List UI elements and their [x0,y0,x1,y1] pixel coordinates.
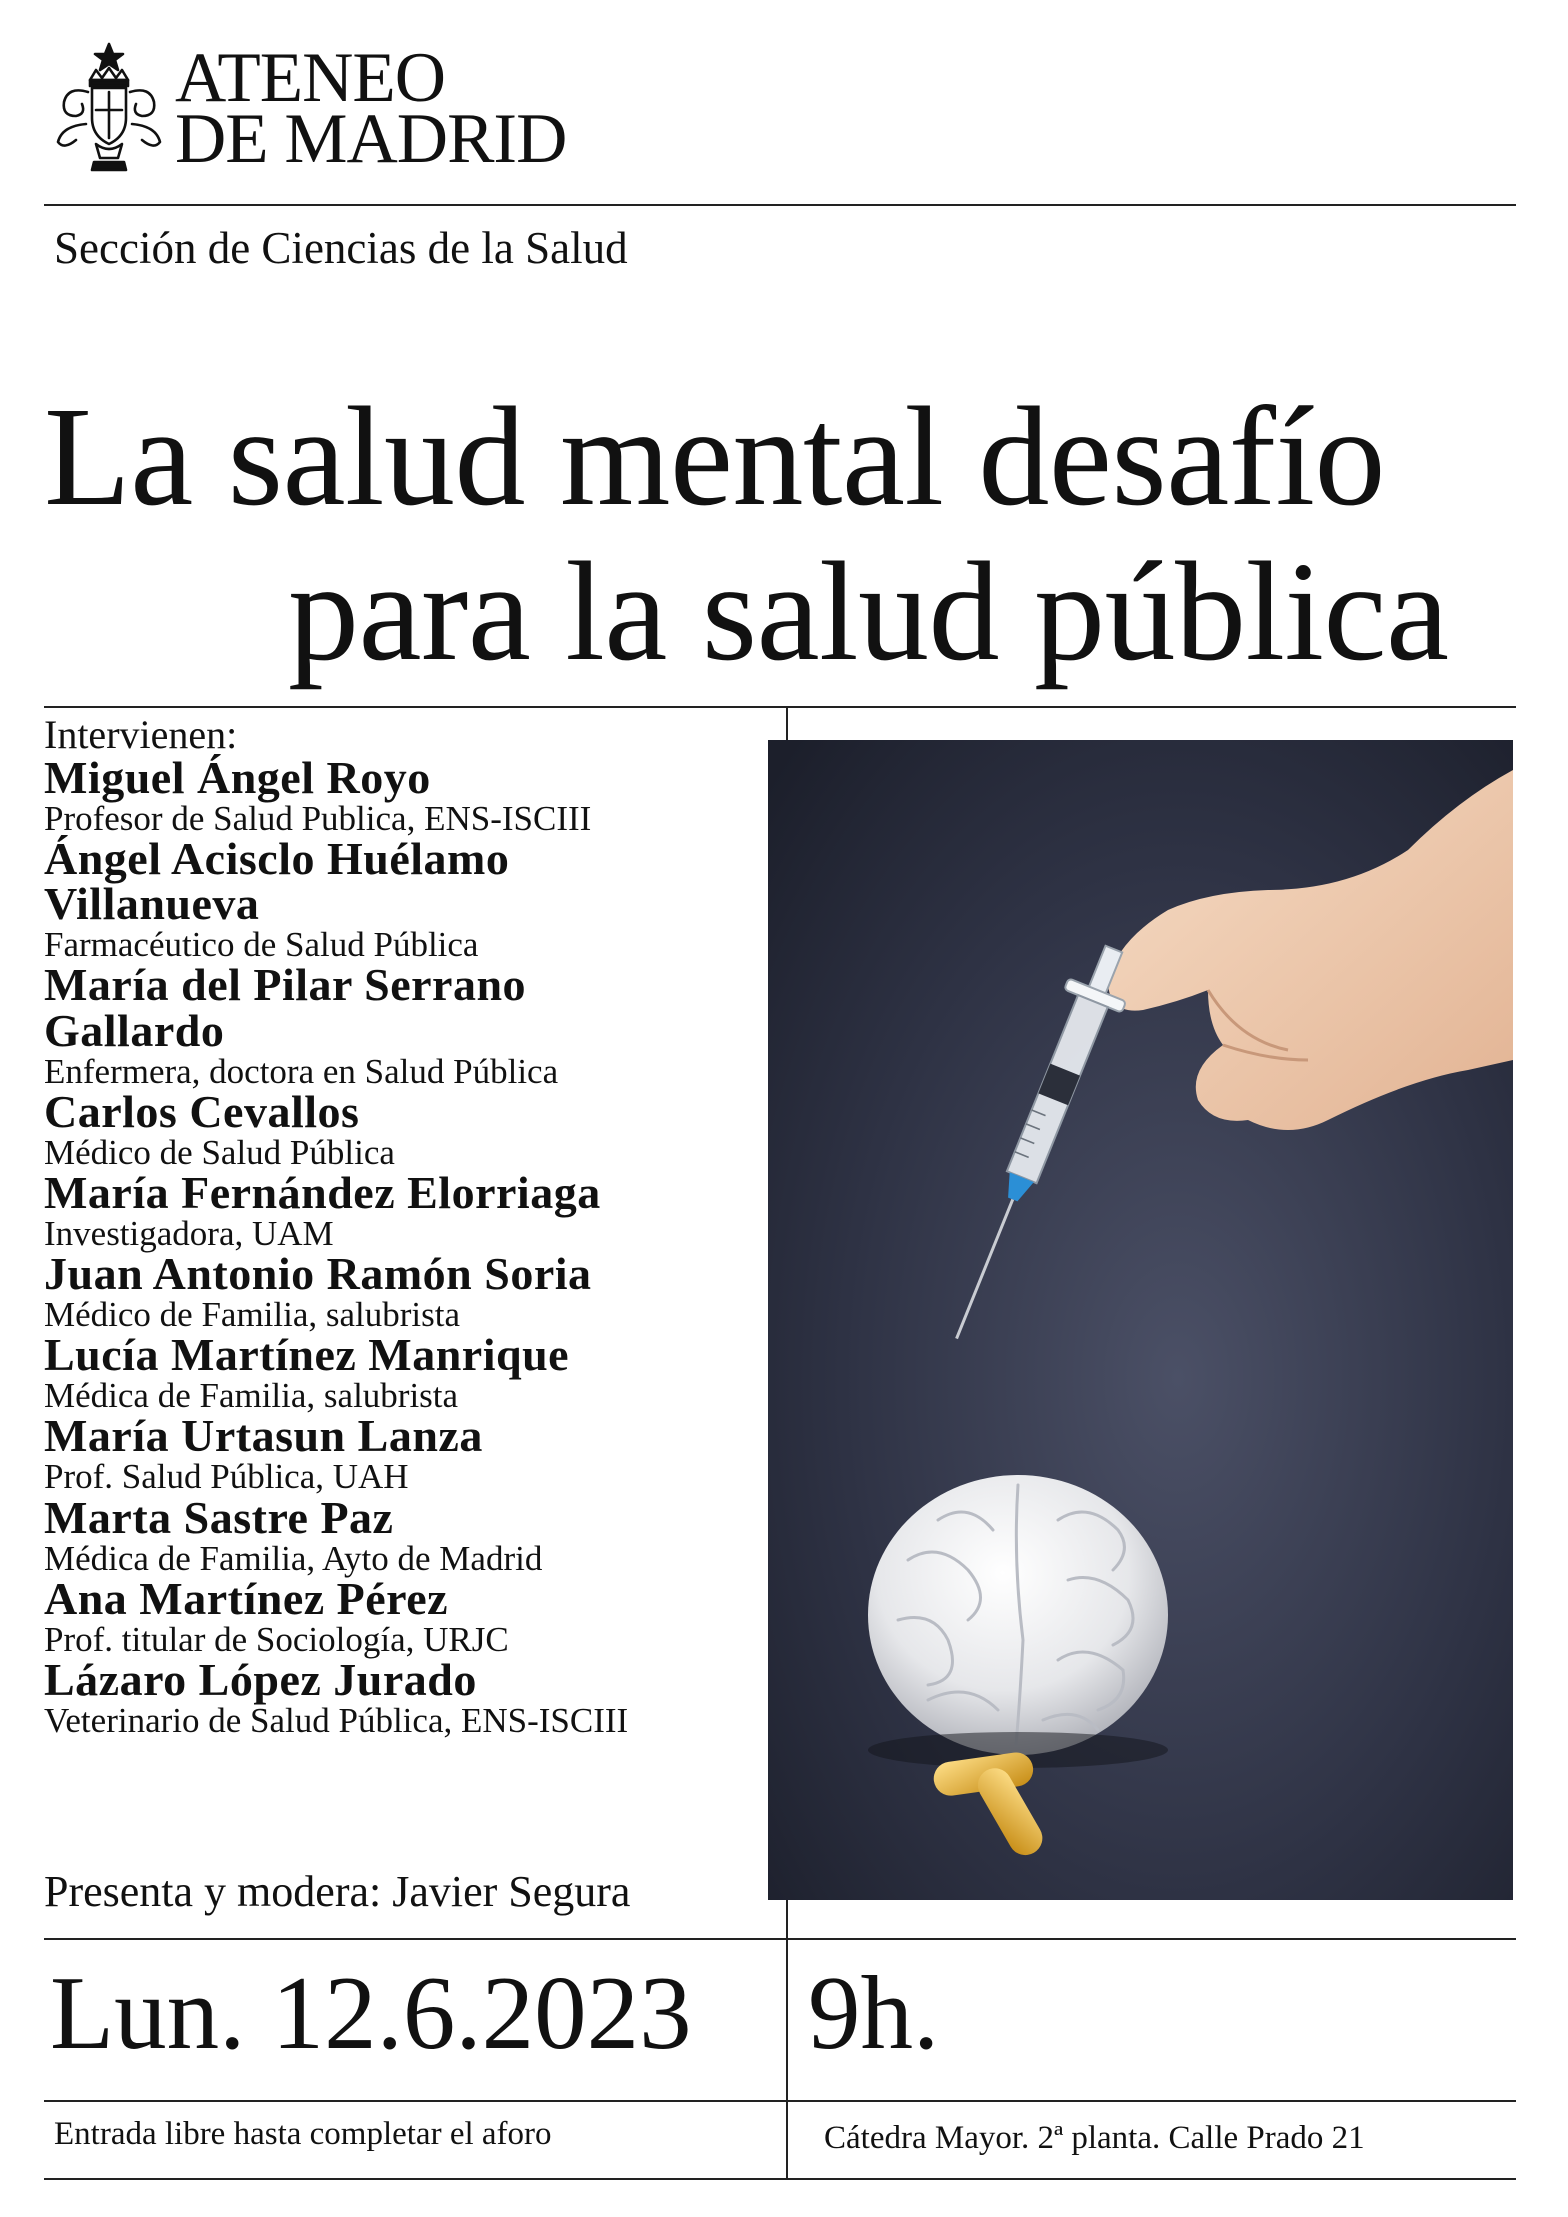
date-divider-bottom [44,2100,1516,2102]
header-divider [44,204,1516,206]
organization-name [175,39,567,179]
speaker-role: Investigadora, UAM [44,1213,334,1253]
title-divider [44,706,1516,708]
speaker-name: Lázaro López Jurado [44,1653,477,1705]
speaker-name: María del Pilar Serrano Gallardo [44,959,527,1056]
speaker-role: Farmacéutico de Salud Pública [44,925,479,965]
speakers-intro: Intervienen: [44,712,238,757]
speaker-role: Médico de Familia, salubrista [44,1295,461,1335]
speakers-list [44,712,764,1740]
event-date: Lun. 12.6.2023 [50,1954,692,2071]
column-divider-bottom [786,1900,788,2180]
speaker-role: Médica de Familia, Ayto de Madrid [44,1538,543,1578]
moderator-line: Presenta y modera: Javier Segura [44,1867,631,1916]
column-divider-top [786,706,788,740]
event-time: 9h. [808,1954,940,2071]
speaker-name: María Fernández Elorriaga [44,1166,601,1218]
section-name: Sección de Ciencias de la Salud [54,223,628,273]
entry-note: Entrada libre hasta completar el aforo [54,2116,552,2152]
speaker-role: Prof. titular de Sociología, URJC [44,1619,509,1659]
speaker-name: Lucía Martínez Manrique [44,1329,570,1381]
speaker-name: Carlos Cevallos [44,1085,360,1137]
speaker-role: Prof. Salud Pública, UAH [44,1457,409,1497]
speaker-name: María Urtasun Lanza [44,1410,483,1462]
speaker-name: Ángel Acisclo Huélamo Villanueva [44,833,510,930]
speaker-role: Médica de Familia, salubrista [44,1376,459,1416]
event-title-line-1: La salud mental desafío [44,377,1385,535]
speaker-name: Ana Martínez Pérez [44,1572,449,1624]
date-divider-top [44,1938,1516,1940]
ateneo-crest-icon [50,40,168,175]
speaker-role: Enfermera, doctora en Salud Pública [44,1051,559,1091]
speaker-role: Veterinario de Salud Pública, ENS-ISCIII [44,1700,629,1740]
org-line-1: ATENEO [175,39,446,117]
brain-syringe-photo-icon [768,740,1513,1900]
event-title-line-2: para la salud pública [288,532,1449,690]
org-line-2: DE MADRID [175,100,567,179]
speaker-name: Marta Sastre Paz [44,1491,394,1543]
speaker-name: Juan Antonio Ramón Soria [44,1248,592,1300]
speaker-role: Profesor de Salud Publica, ENS-ISCIII [44,799,592,839]
footer-divider [44,2178,1516,2180]
speaker-role: Médico de Salud Pública [44,1132,395,1172]
speaker-name: Miguel Ángel Royo [44,752,431,803]
event-venue: Cátedra Mayor. 2ª planta. Calle Prado 21 [824,2120,1365,2156]
